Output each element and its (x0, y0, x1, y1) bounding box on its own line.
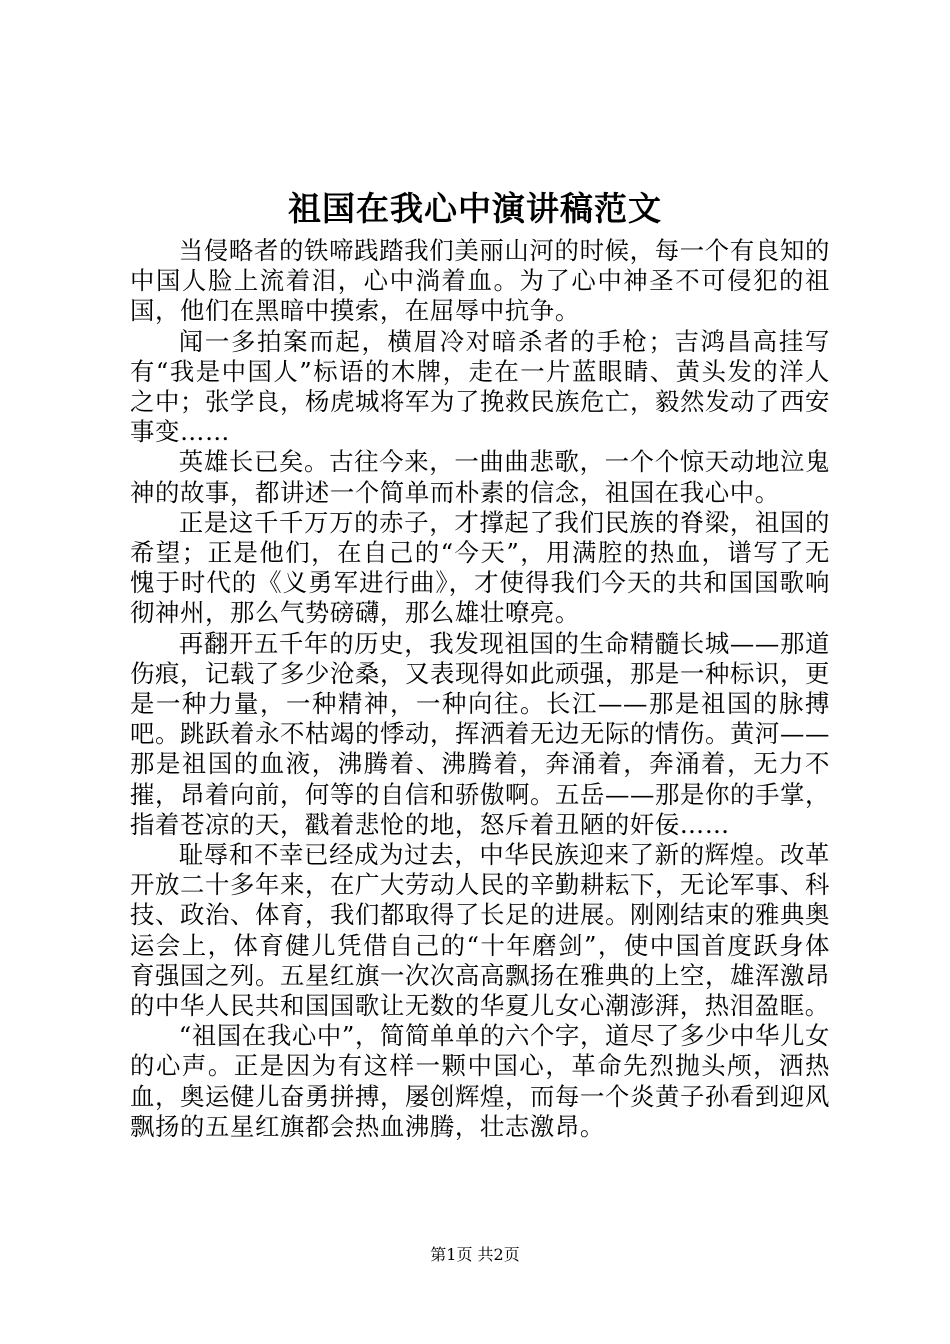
paragraph: 英雄长已矣。古往今来，一曲曲悲歌，一个个惊天动地泣鬼神的故事，都讲述一个简单而朴素的信念，祖国在我心中。 (130, 447, 830, 507)
paragraph: 正是这千千万万的赤子，才撑起了我们民族的脊梁，祖国的希望；正是他们，在自己的“今天”，用满腔的热血，谱写了无愧于时代的《义勇军进行曲》，才使得我们今天的共和国国歌响彻神州，那么气势磅礴，那么雄壮嘹亮。 (130, 507, 830, 628)
paragraph: “祖国在我心中”，简简单单的六个字，道尽了多少中华儿女的心声。正是因为有这样一颗中国心，革命先烈抛头颅，洒热血，奥运健儿奋勇拼搏，屡创辉煌，而每一个炎黄子孙看到迎风飘扬的五星红旗都会热血沸腾，壮志激昂。 (130, 1021, 830, 1141)
paragraph: 耻辱和不幸已经成为过去，中华民族迎来了新的辉煌。改革开放二十多年来，在广大劳动人民的辛勤耕耘下，无论军事、科技、政治、体育，我们都取得了长足的进展。刚刚结束的雅典奥运会上，体育健儿凭借自己的“十年磨剑”，使中国首度跃身体育强国之列。五星红旗一次次高高飘扬在雅典的上空，雄浑激昂的中华人民共和国国歌让无数的华夏儿女心潮澎湃，热泪盈眶。 (130, 840, 830, 1021)
paragraph: 当侵略者的铁啼践踏我们美丽山河的时候，每一个有良知的中国人脸上流着泪，心中淌着血。为了心中神圣不可侵犯的祖国，他们在黑暗中摸索，在屈辱中抗争。 (130, 236, 830, 326)
document-title: 祖国在我心中演讲稿范文 (288, 189, 662, 228)
document-body (130, 236, 830, 1142)
paragraph: 闻一多拍案而起，横眉冷对暗杀者的手枪；吉鸿昌高挂写有“我是中国人”标语的木牌，走在一片蓝眼睛、黄头发的洋人之中；张学良，杨虎城将军为了挽救民族危亡，毅然发动了西安事变…… (130, 326, 830, 447)
page-footer: 第1页 共2页 (430, 1245, 520, 1264)
paragraph: 再翻开五千年的历史，我发现祖国的生命精髓长城——那道伤痕，记载了多少沧桑，又表现得如此顽强，那是一种标识，更是一种力量，一种精神，一种向往。长江——那是祖国的脉搏吧。跳跃着永不枯竭的悸动，挥洒着无边无际的情伤。黄河——那是祖国的血液，沸腾着、沸腾着，奔涌着，奔涌着，无力不摧，昂着向前，何等的自信和骄傲啊。五岳——那是你的手掌，指着苍凉的天，戳着悲怆的地，怒斥着丑陋的奸佞…… (130, 628, 830, 839)
